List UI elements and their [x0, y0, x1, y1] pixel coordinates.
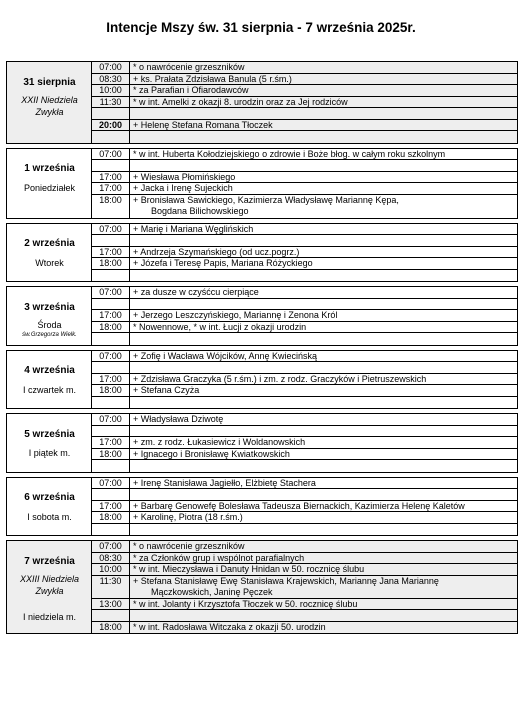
mass-time: 18:00 [92, 322, 130, 333]
mass-time [92, 108, 130, 119]
day-label [7, 224, 92, 282]
day-date: 6 września [24, 492, 75, 504]
intention-row [92, 258, 517, 270]
intention-text: * o nawrócenie grzeszników [133, 541, 245, 551]
intention-text: + Andrzeja Szymańskiego (od ucz.pogrz.) [133, 246, 300, 257]
intention-row [92, 270, 517, 282]
mass-time: 10:00 [92, 85, 130, 96]
day-label [7, 149, 92, 218]
mass-time [92, 270, 130, 282]
intention-text: + Józefa i Teresę Papis, Mariana Różyckiego [133, 258, 313, 268]
mass-time [92, 524, 130, 536]
day-label [7, 287, 92, 345]
intention-row [92, 512, 517, 524]
intention-row [92, 478, 517, 490]
intention-row [92, 287, 517, 299]
mass-time: 07:00 [92, 224, 130, 235]
intention-row [92, 397, 517, 409]
day-note: I niedziela m. [22, 612, 77, 623]
mass-time: 18:00 [92, 385, 130, 396]
mass-time: 18:00 [92, 449, 130, 460]
intention-row [92, 374, 517, 386]
day-label [7, 62, 92, 143]
mass-time: 17:00 [92, 172, 130, 183]
intention-text: * Nowennowe, * w int. Łucji z okazji urodzin [133, 321, 307, 332]
schedule-table [6, 61, 518, 638]
day-name: XXIII Niedziela [19, 574, 80, 585]
intention-row [92, 385, 517, 397]
intention-text: + za dusze w czyśćcu cierpiące [133, 287, 259, 297]
mass-time [92, 362, 130, 373]
day-block [6, 61, 518, 144]
intention-row [92, 541, 517, 553]
mass-time: 07:00 [92, 62, 130, 73]
day-date: 5 września [24, 428, 75, 440]
intention-row [92, 576, 517, 599]
day-block [6, 286, 518, 346]
intention-row [92, 460, 517, 472]
intention-text: + Barbarę Genowefę Bolesława Tadeusza Biernackich, Kazimierza Helenę Kaletów [133, 500, 465, 511]
day-name: Poniedziałek [23, 182, 76, 193]
mass-time: 18:00 [92, 512, 130, 523]
intention-row [92, 622, 517, 634]
intention-row [92, 183, 517, 195]
day-block [6, 148, 518, 219]
intention-row [92, 426, 517, 438]
day-name: I czwartek m. [22, 384, 76, 395]
intention-text: + Stefana Stanisławę Ewę Stanisława Krajewskich, Mariannę Jana Mariannę Mączkowskich, Janinę Pęczek [133, 575, 439, 597]
intention-row [92, 553, 517, 565]
intention-text: + Marię i Mariana Węglińskich [133, 223, 254, 234]
mass-time: 13:00 [92, 599, 130, 610]
intention-row [92, 299, 517, 311]
intention-text: * w int. Radosława Witczaka z okazji 50. urodzin [133, 621, 326, 632]
mass-time: 17:00 [92, 183, 130, 194]
mass-time: 17:00 [92, 374, 130, 385]
day-block [6, 477, 518, 537]
day-block [6, 413, 518, 473]
mass-time [92, 489, 130, 500]
mass-time: 17:00 [92, 501, 130, 512]
intention-text: + Ignacego i Bronisławę Kwiatkowskich [133, 448, 290, 459]
intention-row [92, 160, 517, 172]
mass-time: 07:00 [92, 478, 130, 489]
intention-text: + Stefana Czyża [133, 385, 200, 395]
mass-time: 18:00 [92, 622, 130, 634]
mass-time: 07:00 [92, 149, 130, 160]
intention-row [92, 564, 517, 576]
intention-text: + Jerzego Leszczyńskiego, Mariannę i Zenona Król [133, 310, 338, 320]
mass-time [92, 299, 130, 310]
intention-row [92, 131, 517, 143]
mass-time [92, 426, 130, 437]
mass-time: 11:30 [92, 576, 130, 598]
day-date: 7 września [24, 555, 75, 567]
intention-text: * w int. Huberta Kołodziejskiego o zdrowie i Boże błog. w całym roku szkolnym [133, 148, 446, 159]
intention-row [92, 449, 517, 461]
day-block [6, 350, 518, 410]
intention-row [92, 97, 517, 109]
mass-time: 07:00 [92, 414, 130, 425]
mass-time: 17:00 [92, 437, 130, 448]
intention-text: * w int. Amelki z okazji 8. urodzin oraz za Jej rodziców [133, 96, 348, 107]
mass-time: 17:00 [92, 247, 130, 258]
intention-row [92, 149, 517, 161]
mass-time: 11:30 [92, 97, 130, 108]
intention-row [92, 322, 517, 334]
mass-time [92, 460, 130, 472]
mass-time: 07:00 [92, 287, 130, 298]
intention-text: + Wiesława Płomińskiego [133, 171, 236, 182]
intention-row [92, 524, 517, 536]
intention-text-continued: Mączkowskich, Janinę Pęczek [151, 586, 273, 597]
intention-row [92, 310, 517, 322]
mass-time [92, 160, 130, 171]
intention-text: + Karolinę, Piotra (18 r.śm.) [133, 512, 243, 522]
intention-row [92, 489, 517, 501]
intention-row [92, 195, 517, 218]
intention-row [92, 247, 517, 259]
intention-row [92, 362, 517, 374]
day-name-line2: Zwykła [35, 586, 64, 597]
mass-time [92, 333, 130, 345]
mass-time: 18:00 [92, 195, 130, 218]
intention-row [92, 610, 517, 622]
intention-text: + zm. z rodz. Łukasiewicz i Woldanowskich [133, 437, 306, 447]
intention-text: + Irenę Stanisława Jagiełło, Elżbietę Stachera [133, 477, 316, 488]
day-block [6, 223, 518, 283]
day-date: 4 września [24, 365, 75, 377]
day-date: 31 sierpnia [23, 76, 76, 88]
intention-row [92, 351, 517, 363]
intention-row [92, 599, 517, 611]
mass-time [92, 131, 130, 143]
mass-time: 08:30 [92, 74, 130, 85]
day-date: 3 września [24, 301, 75, 313]
intention-row [92, 172, 517, 184]
mass-time: 07:00 [92, 351, 130, 362]
intention-text: + Bronisława Sawickiego, Kazimierza Władysławę Mariannę Kępa, Bogdana Bilichowskiego [133, 194, 399, 216]
mass-time: 18:00 [92, 258, 130, 269]
intention-text: + Zdzisława Graczyka (5 r.śm.) i zm. z rodz. Graczyków i Pietruszewskich [133, 373, 427, 384]
intention-row [92, 85, 517, 97]
intention-row [92, 235, 517, 247]
intention-text: * w int. Jolanty i Krzysztofa Tłoczek w 50. rocznicę ślubu [133, 598, 358, 609]
intention-text: + Zofię i Wacława Wójcików, Annę Kwiecińską [133, 350, 317, 361]
day-block [6, 540, 518, 634]
day-name: XXII Niedziela [21, 95, 78, 106]
day-name: Środa [37, 320, 62, 331]
intention-text: * za Parafian i Ofiarodawców [133, 85, 249, 95]
intention-row [92, 120, 517, 132]
intention-row [92, 224, 517, 236]
day-name: I sobota m. [27, 511, 72, 522]
intention-row [92, 437, 517, 449]
mass-time: 07:00 [92, 541, 130, 552]
intention-row [92, 414, 517, 426]
intention-text: + Władysława Dziwotę [133, 414, 224, 424]
day-label [7, 478, 92, 536]
intention-text: + Helenę Stefana Romana Tłoczek [133, 119, 273, 130]
intention-row [92, 333, 517, 345]
page-title: Intencje Mszy św. 31 sierpnia - 7 września 2025r. [106, 20, 416, 35]
intention-text: * za Członków grup i wspólnot parafialnych [133, 552, 305, 563]
intention-text: + Jacka i Irenę Sujeckich [133, 183, 233, 193]
day-label [7, 414, 92, 472]
day-name: I piątek m. [28, 448, 71, 459]
intention-text-continued: Bogdana Bilichowskiego [151, 205, 249, 216]
day-label [7, 541, 92, 633]
intention-row [92, 108, 517, 120]
intention-row [92, 74, 517, 86]
day-date: 1 września [24, 163, 75, 175]
intention-text: * w int. Mieczysława i Danuty Hnidan w 50. rocznicę ślubu [133, 564, 365, 574]
mass-time: 17:00 [92, 310, 130, 321]
day-label [7, 351, 92, 409]
mass-time: 08:30 [92, 553, 130, 564]
intention-row [92, 501, 517, 513]
intention-row [92, 62, 517, 74]
intention-text: + ks. Prałata Zdzisława Banula (5 r.śm.) [133, 73, 292, 84]
mass-time [92, 397, 130, 409]
mass-time: 10:00 [92, 564, 130, 575]
mass-time [92, 610, 130, 621]
mass-time [92, 235, 130, 246]
mass-time: 20:00 [92, 120, 130, 131]
intention-text: * o nawrócenie grzeszników [133, 62, 245, 72]
day-name: Wtorek [35, 257, 64, 268]
saint-memorial: św.Grzegorza Wielk. [22, 332, 77, 339]
day-date: 2 września [24, 238, 75, 250]
day-name-line2: Zwykła [35, 107, 64, 118]
